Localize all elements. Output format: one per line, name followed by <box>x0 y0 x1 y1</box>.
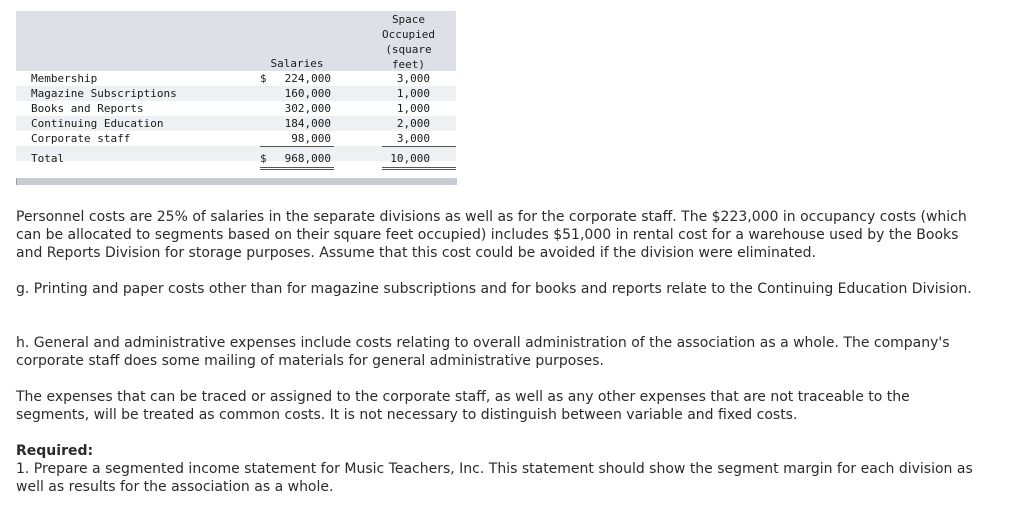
salary-value: 160,000 <box>284 87 331 100</box>
subtotal-rule <box>260 146 334 147</box>
header-line: Space <box>391 13 426 26</box>
salaries-header: Salaries <box>270 57 324 70</box>
total-double-rule <box>260 169 334 170</box>
item-g-paragraph: g. Printing and paper costs other than for magazine subscriptions and for books and reports relate to the Continuing Education Division. <box>16 281 972 297</box>
sqft-value: 3,000 <box>396 72 430 85</box>
header-line: (square <box>385 43 432 56</box>
total-double-rule <box>260 167 334 168</box>
table-scrollbar[interactable] <box>16 178 457 185</box>
total-label: Total <box>31 152 65 165</box>
common-costs-paragraph: The expenses that can be traced or assigned to the corporate staff, as well as any other expenses that are not traceable to the segments, will be treated as common costs. It is not necessary to distinguish between variable and fixed costs. <box>16 389 910 423</box>
header-line: Occupied <box>382 28 435 41</box>
required-item: 1. Prepare a segmented income statement for Music Teachers, Inc. This statement should show the segment margin for each division as well as results for the association as a whole. <box>16 461 973 495</box>
row-label: Membership <box>31 72 98 85</box>
currency-symbol: $ <box>260 72 267 85</box>
sqft-value: 1,000 <box>396 102 430 115</box>
sqft-value: 2,000 <box>396 117 430 130</box>
salary-value: 98,000 <box>291 132 331 145</box>
total-double-rule <box>382 169 456 170</box>
currency-symbol: $ <box>260 152 267 165</box>
salary-value: 302,000 <box>284 102 331 115</box>
sqft-value: 1,000 <box>396 87 430 100</box>
space-occupied-header <box>371 12 446 72</box>
total-salary: 968,000 <box>284 152 331 165</box>
sqft-value: 3,000 <box>396 132 430 145</box>
row-label: Continuing Education <box>31 117 164 130</box>
header-line: feet) <box>391 58 426 71</box>
total-double-rule <box>382 167 456 168</box>
row-label: Magazine Subscriptions <box>31 87 177 100</box>
subtotal-rule <box>382 146 456 147</box>
salary-value: 224,000 <box>284 72 331 85</box>
required-section <box>16 442 976 496</box>
row-label: Books and Reports <box>31 102 144 115</box>
salary-value: 184,000 <box>284 117 331 130</box>
personnel-costs-paragraph: Personnel costs are 25% of salaries in the separate divisions as well as for the corporate staff. The $223,000 in occupancy costs (which can be allocated to segments based on their square feet occupied) includes $51,000 in rental cost for a warehouse used by the Books and Reports Division for storage purposes. Assume that this cost could be avoided if the division were eliminated. <box>16 209 967 261</box>
item-h-paragraph: h. General and administrative expenses include costs relating to overall administration of the association as a whole. The company's corporate staff does some mailing of materials for general administrative purposes. <box>16 335 950 369</box>
required-heading: Required: <box>16 443 94 459</box>
row-label: Corporate staff <box>31 132 131 145</box>
total-sqft: 10,000 <box>390 152 430 165</box>
